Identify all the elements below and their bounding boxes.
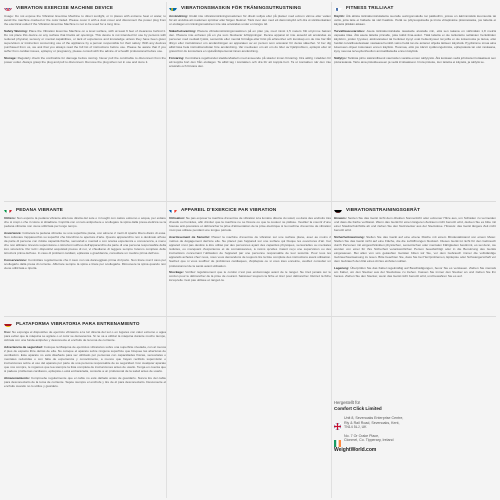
section-body xyxy=(169,216,331,282)
paragraph-usage: Utilisation: Ne pas exposer la machine d'exercice de vibration à la lumière directe du soleil, ou dans des endroits très chauds ou humides, afin d'éviter que la machine ne se fissure ou que la couleur ne pâlisse. Veuillez la couvrir d'une housse anti-poussière et débrancher la prise d'alimentation de la prise électrique si la machine d'exercice de vibration n'est pas utilisée pendant une longue période. xyxy=(169,216,331,233)
section-german xyxy=(334,204,496,316)
section-header xyxy=(169,204,331,214)
paragraph-storage: Förvaring: Kontrollera regelbundet sladden/kabeln med avseende på skador innan förvaring. Dra aldrig i sladden för att koppla bort den från eluttaget. Ta alltid tag i kontakten och dra för att koppla bort. Ta ut kontakten när den inte används och förvara den. xyxy=(169,55,331,69)
paragraph-usage: Käyttö: Älä altista tärinäkuntoilulaitetta suoralle auringonvalolle tai paikkoihin, joissa on äärimmäistä kuumuutta tai vettä, jotta laite ei halkeile tai väri haalistu. Peitä se pölysuojuksella ja irrota virtapistoke pistorasiasta, jos laitetta ei käytetä pitkään aikaan. xyxy=(334,14,496,27)
ireland-flag-icon xyxy=(334,434,341,441)
paragraph-storage: Säilytys: Tarkista johto säännöllisesti vaurioiden varalta ennen säilytystä. Älä koskaan vedä johdosta irrottaaksesi sen pistorasiasta. Tartu aina pistokkeeseen ja vedä irrottaaksesi. Irrota pistoke, kun laitetta ei käytetä, ja säilytä se. xyxy=(334,55,496,64)
uk-address xyxy=(334,416,496,430)
uk-flag-icon xyxy=(334,417,341,424)
section-english xyxy=(4,2,166,198)
spain-flag-icon xyxy=(4,319,12,327)
paragraph-usage: Uso: No exponga el dispositivo de ejercicio vibratorio a la luz directa del sol o en lugares con calor extremo o agua para evitar que la máquina se agriete o el color se desvanezca. Si no va a utilizar la máquina durante mucho tiempo, cúbrala con una funda antipolvo y desconecte el enchufe de la toma de corriente. xyxy=(4,330,166,343)
section-title: VIBRATION EXERCISE MACHINE DEVICE xyxy=(16,4,114,10)
paragraph-storage: Almacenamiento: Compruebe regularmente que el cable no esté dañado antes de guardarlo. Nunca tire del cable para desconectarlo de la toma de corriente. Sujete siempre el enchufe y tire de él para desconectarlo. Desconecte el enchufe cuando no lo utilice y guárdelo. xyxy=(4,375,166,389)
france-flag-icon xyxy=(169,205,177,213)
manufacturer-name: Comfort Click Limited xyxy=(334,406,382,411)
paragraph-safety: Safety Warning: Place the Vibration Exercise Machine on a level surface, with at least 6 feet of clearance behind it. Do not place this device on any surface that blocks air openings. This device is not intended for use by persons with reduced physical, sensory or mental capabilities, or lack of experience and knowledge unless they have been given supervision or instruction concerning use of the appliance by a person responsible for their safety. With any devices purchased from us, we ask that you always read the full list of instructions before use. Please be aware that if you suffer from cardiac issues, epilepsy or pregnancy, please consult with the advice of a health professional before use. xyxy=(4,28,166,54)
section-title: VIBRATIONSMASKIN FÖR TRÄNINGSUTRUSTNING xyxy=(181,4,302,10)
italy-flag-icon xyxy=(4,205,12,213)
website-link[interactable]: WeightWorld.com xyxy=(334,446,377,453)
section-swedish xyxy=(169,2,331,198)
section-body xyxy=(4,330,166,388)
paragraph-safety: Sicherheitswarnung: Stellen Sie das Gerät auf eine ebene Fläche mit einem Mindestabstand von einem Meter. Stellen Sie das Gerät nicht auf eine Fläche, die die Luftöffnungen blockiert. Dieses Gerät ist nicht für den Gebrauch durch Personen mit eingeschränkten physischen, sensorischen oder mentalen Fähigkeiten bestimmt, es sei denn, sie werden von einer für ihre Sicherheit verantwortlichen Person beaufsichtigt oder in die Benutzung des Geräts eingewiesen. Bei allen von uns gekauften Geräten bitten wir Sie, vor dem Gebrauch immer die vollständige Gebrauchsanweisung zu lesen. Bitte beachten Sie, dass Sie bei Herzproblemen, Epilepsie oder Schwangerschaft vor dem Gebrauch den Rat eines Arztes einholen sollten. xyxy=(334,234,496,264)
section-header xyxy=(4,204,166,214)
paragraph-safety: Säkerhetsvarning: Placera vibrationsträningsmaskinen på en plan yta, med minst 1,5 meters fritt utrymme bakom den. Placera inte enheten på en yta som blockerar luftöppningar. Denna apparat är inte avsedd att användas av personer med nedsatt fysisk, sensorisk eller mental förmåga eller brist på erfarenhet och kunskap om de inte har fått tillsyn eller instruktioner om användningen av apparaten av en person som ansvarar för deras säkerhet. Vi ber dig alltid läsa hela instruktionslistan före användning. Var medveten om att om du lider av hjärtproblem, epilepsi eller är gravid bör du konsultera en sjukvårdspersonal innan användning. xyxy=(169,28,331,54)
paragraph-safety: Avertissement de Sécurité: Placez la machine d'exercice de vibration sur une surface plane, avec au moins 2 mètres de dégagement derrière elle. Ne placez pas l'appareil sur une surface qui bloque les ouvertures d'air. Cet appareil n'est pas destiné à être utilisé par des personnes ayant des capacités physiques, sensorielles ou mentales réduites, ou manquant d'expérience et de connaissances, à moins qu'elles n'aient reçu une supervision ou des instructions concernant l'utilisation de l'appareil par une personne responsable de leur sécurité. Pour tous les appareils achetés chez nous, nous vous demandons de toujours lire la liste complète des instructions avant utilisation. Sachez que si vous souffrez de problèmes cardiaques, d'épilepsie ou si vous êtes enceinte, veuillez consulter un professionnel de la santé avant utilisation. xyxy=(169,234,331,268)
section-title: APPAREIL D'EXERCICE PAR VIBRATION xyxy=(181,206,277,212)
section-title: FITNESS TRILLIAAT xyxy=(346,4,394,10)
column-divider xyxy=(166,2,167,498)
section-header xyxy=(334,2,496,12)
row-divider xyxy=(4,316,496,317)
address-lines: No. 7 Or Crake Place, Clonmel, Co. Tipperary, Ireland xyxy=(344,433,394,443)
section-body xyxy=(334,14,496,64)
paragraph-safety: Advertencia de seguridad: Coloque la Máquina de ejercicios vibratorios sobre una superficie nivelada, con al menos 2 pies de espacio libre detrás de ella. No coloque el aparato sobre ninguna superficie que bloquee las aberturas de ventilación. Este aparato no está diseñado para ser utilizado por personas con capacidades físicas, sensoriales o mentales reducidas o con falta de experiencia y conocimiento, a menos que hayan recibido supervisión o instrucciones sobre el uso del aparato por parte de una persona responsable de su seguridad. Con cualquier aparato que nos compre, le rogamos que lea siempre la lista completa de instrucciones antes de usarlo. Tenga en cuenta que si padece problemas cardíacos, epilepsia o está embarazada, consulte a un profesional de la salud antes de usarlo. xyxy=(4,344,166,374)
section-header xyxy=(169,2,331,12)
paragraph-usage: Hinweis: Setzen Sie das Gerät nicht dem direkten Sonnenlicht oder extremer Hitze aus, um Schäden zu vermeiden und dass die Farbe verblasst. Wenn das Gerät für einen längeren Zeitraum nicht benutzt wird, decken Sie es bitte mit einer Staubschutzhülle ab und ziehen Sie den Netzstecker aus der Steckdose. Hinweis: das Gerät längere Zeit nicht benutzt wird. xyxy=(334,216,496,233)
section-header xyxy=(4,318,166,328)
manufacturer-label: Hergestellt für xyxy=(334,400,361,405)
section-finnish xyxy=(334,2,496,198)
section-body xyxy=(334,216,496,278)
paragraph-usage: Utilizzo: Non esporre la pedana vibrante alla luce diretta del sole o in luoghi con calore estremo o acqua, per evitare che si crepi o che il colore si sbiadisca. Coprirla con un telo antipolvere e scollegare la spina dalla presa elettrica se la pedana vibrante non viene utilizzata per lungo tempo. xyxy=(4,216,166,229)
section-body xyxy=(4,216,166,270)
finland-flag-icon xyxy=(334,3,342,11)
paragraph-storage: Conservazione: Controllare regolarmente che il cavo non sia danneggiato prima di riporlo. Non tirare mai il cavo per scollegarlo dalla presa di corrente. Afferrare sempre la spina e tirare per scollegarla. Rimuovere la spina quando non viene utilizzata e riporla. xyxy=(4,257,166,271)
section-title: VIBRATIONSTRAININGSGERÄT xyxy=(346,206,421,212)
paragraph-safety: Avvertenza: Collocare la pedana vibrante su una superficie piana, con almeno 2 metri di spazio libero dietro di essa. Non collocare l'apparecchio su superfici che blocchino le aperture d'aria. Questo apparecchio non è destinato all'uso da parte di persone con ridotte capacità fisiche, sensoriali o mentali o con scarsa esperienza e conoscenza, a meno che non abbiano ricevuto supervisione o istruzioni sull'uso dell'apparecchio da parte di una persona responsabile della loro sicurezza. Per tutti i dispositivi acquistati presso di noi, vi chiediamo di leggere sempre l'elenco completo delle istruzioni prima dell'uso. In caso di problemi cardiaci, epilessia o gravidanza, consultare un medico prima dell'uso. xyxy=(4,230,166,256)
section-title: PLATAFORMA VIBRATORIA PARA ENTRENAMIENTO xyxy=(16,320,140,326)
address-lines: Unit 8, Sevenoaks Enterprise Centre, Rly & Rail Road, Sevenoaks, Kent, TN14 5LJ, UK xyxy=(344,416,404,430)
section-body xyxy=(4,14,166,64)
column-divider xyxy=(331,2,332,498)
row-divider xyxy=(4,201,496,202)
sweden-flag-icon xyxy=(169,3,177,11)
paragraph-usage: Användning: Utsätt inte vibrationsträningsmaskinen för direkt solljus eller på platser med extrem värme eller vatten för att undvika att maskinen spricker eller färgen bleknar. Täck över den med ett dammskydd och dra ut stickkontakten ur eluttaget om träningsmaskinen inte ska användas under en längre tid. xyxy=(169,14,331,27)
section-spanish xyxy=(4,318,166,498)
paragraph-storage: Lagerung: Überprüfen Sie das Kabel regelmäßig auf Beschädigungen, bevor Sie es verstauen. Ziehen Sie niemals am Kabel, um den Stecker aus der Steckdose zu ziehen. Fassen Sie immer den Stecker an und ziehen Sie ihn heraus. Ziehen Sie den Stecker, wenn das Gerät nicht benutzt wird, und bewahren Sie es auf. xyxy=(334,266,496,279)
section-header xyxy=(334,204,496,214)
section-header xyxy=(4,2,166,12)
germany-flag-icon xyxy=(334,205,342,213)
manufacturer-info xyxy=(334,400,496,453)
paragraph-usage: Usage: Do not expose the Vibration Exercise Machine to direct sunlight, or in places with extreme heat or water, to avoid the machine cracked or the color faded. Please cover it with a dust cover and disconnect the power plug from the electrical outlet if the Vibration Exercise Machine is not to be used for a long time. xyxy=(4,14,166,27)
paragraph-safety: Turvallisuusvaroitus: Aseta tärinäkuntoilulaite tasaiselle alustalle niin, että sen takana on vähintään 1,8 metriä vapaata tilaa. Älä aseta laitetta pinnalle, joka tukkii ilma-aukot. Tätä laitetta ei ole tarkoitettu sellaisten henkilöiden käyttöön, joiden fyysiset, aistinvaraiset tai henkiset kyvyt ovat heikentyneet tai joilla ei ole kokemusta ja tietoa, ellei heidän turvallisuudestaan vastaava henkilö valvo heitä tai ole antanut ohjeita laitteen käytöstä. Pyydämme sinua aina lukemaan ohjeet kokonaan ennen käyttöä. Huomaa, että jos kärsit sydänongelmista, epilepsiasta tai olet raskaana, kysy neuvoa terveydenhuollon ammattilaiselta ennen käyttöä. xyxy=(334,28,496,54)
section-french xyxy=(169,204,331,316)
uk-flag-icon xyxy=(4,3,12,11)
section-title: PEDANA VIBRANTE xyxy=(16,206,63,212)
section-body xyxy=(169,14,331,68)
section-italian xyxy=(4,204,166,316)
paragraph-storage: Storage: Regularly check the cord/cable for damage before storing. Never pull the cord/cable to disconnect from the power outlet. Always grasp the plug and pull to disconnect. Remove the plug when not in use and store it. xyxy=(4,55,166,64)
ie-address xyxy=(334,434,496,443)
paragraph-storage: Stockage: Vérifiez régulièrement que le cordon n'est pas endommagé avant de le ranger. Ne tirez jamais sur le cordon pour le débrancher de la prise de courant. Saisissez toujours la fiche et tirez pour débrancher. Retirez la fiche lorsqu'elle n'est pas utilisée et rangez-la. xyxy=(169,270,331,283)
